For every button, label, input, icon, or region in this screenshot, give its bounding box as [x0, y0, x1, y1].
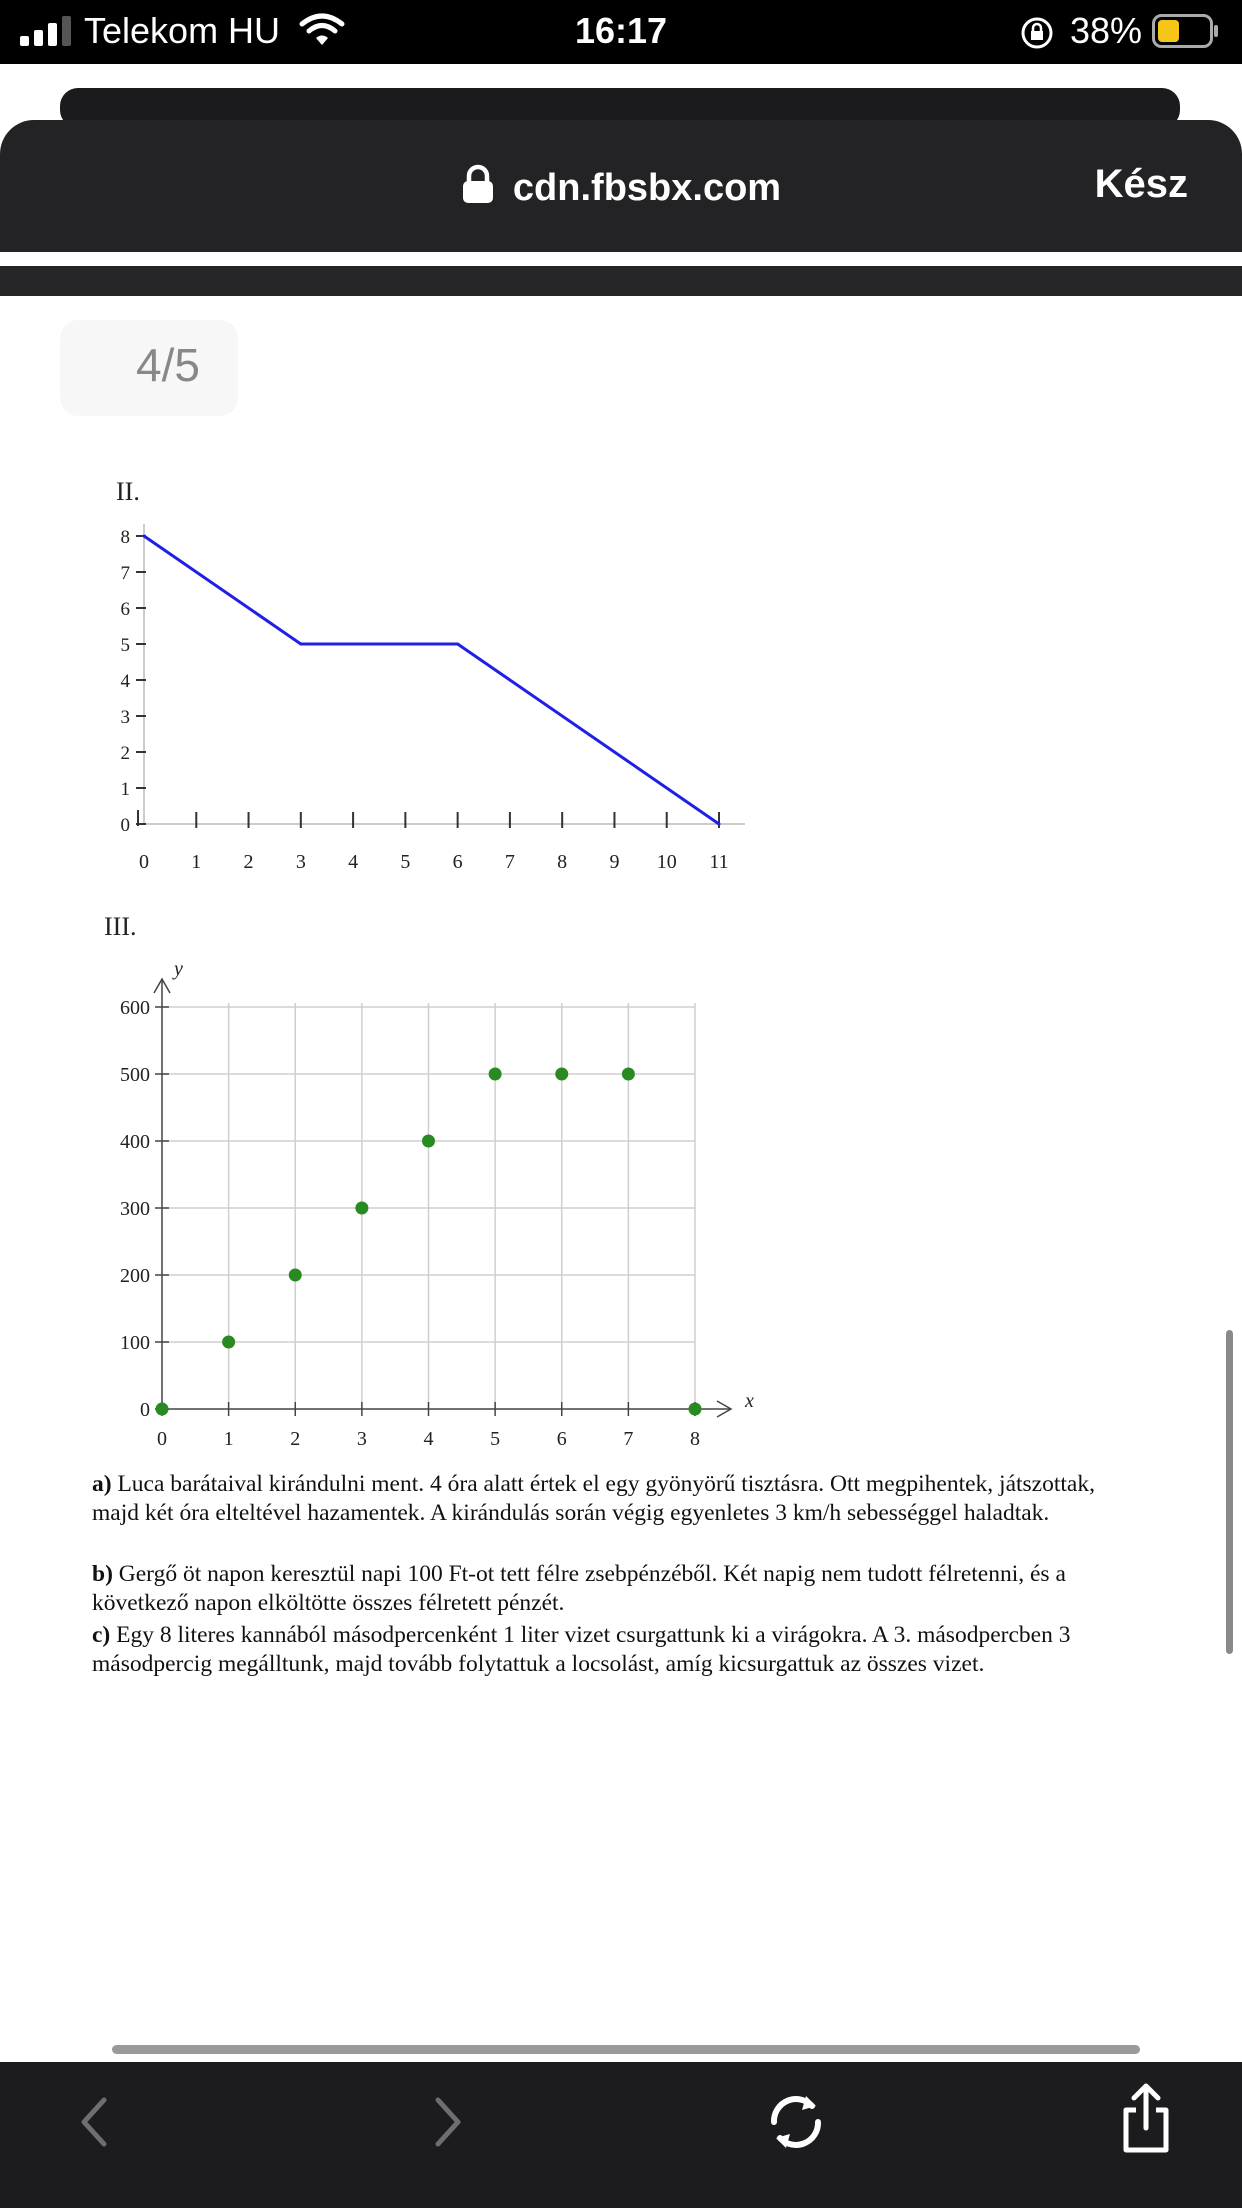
x-tick-label: 0 — [139, 851, 149, 873]
x-axis-label: x — [745, 1390, 754, 1412]
x-tick-label: 7 — [623, 1428, 634, 1450]
done-button[interactable]: Kész — [1094, 162, 1188, 206]
x-tick-label: 4 — [348, 851, 359, 873]
task-c — [92, 1621, 1116, 1679]
y-tick-label: 8 — [120, 527, 130, 548]
y-tick-label: 0 — [140, 1399, 150, 1421]
page-counter-text: 4/5 — [136, 339, 200, 391]
chart-II — [80, 470, 780, 873]
y-tick-label: 2 — [120, 743, 130, 764]
data-point — [718, 823, 721, 826]
y-tick-label: 0 — [120, 815, 130, 836]
task-b — [92, 1560, 1116, 1618]
task-c-label: c) — [92, 1622, 111, 1648]
chart-title: III. — [104, 912, 137, 941]
x-tick-label: 8 — [557, 851, 568, 873]
data-point — [299, 643, 302, 646]
chart-title: II. — [116, 477, 140, 506]
y-axis-label: y — [174, 958, 183, 980]
lock-icon — [461, 164, 495, 204]
y-tick-label: 5 — [120, 635, 130, 656]
x-tick-label: 6 — [556, 1428, 567, 1450]
x-tick-label: 3 — [295, 851, 306, 873]
task-b-label: b) — [92, 1561, 113, 1587]
horizontal-scrollbar[interactable] — [112, 2045, 1140, 2054]
x-tick-label: 3 — [356, 1428, 367, 1450]
battery-icon — [1152, 14, 1220, 48]
x-tick-label: 8 — [690, 1428, 700, 1450]
data-point — [289, 1269, 302, 1282]
data-point — [689, 1403, 702, 1416]
y-tick-label: 100 — [120, 1332, 150, 1354]
data-point — [156, 1403, 169, 1416]
vertical-scrollbar[interactable] — [1226, 1330, 1233, 1654]
back-icon[interactable] — [74, 2092, 114, 2152]
data-line — [144, 536, 719, 824]
data-point — [489, 1068, 502, 1081]
task-c-text: Egy 8 literes kannából másodpercenként 1 liter vizet csurgattunk ki a virágokra. A 3. másodpercben 3 másodpercig megálltunk, majd tovább folytattuk a locsolást, amíg kicsurgattuk az összes vizet. — [92, 1622, 1071, 1677]
y-tick-label: 400 — [120, 1131, 150, 1153]
battery-percent: 38% — [1070, 10, 1143, 51]
browser-address-bar — [0, 120, 1242, 252]
y-tick-label: 7 — [120, 563, 130, 584]
data-point — [355, 1202, 368, 1215]
x-tick-label: 2 — [290, 1428, 301, 1450]
task-a — [92, 1470, 1116, 1528]
x-tick-label: 5 — [400, 851, 411, 873]
browser-toolbar — [0, 2062, 1242, 2208]
x-tick-label: 6 — [452, 851, 463, 873]
x-tick-label: 7 — [504, 851, 515, 873]
carrier-name: Telekom HU — [84, 10, 281, 51]
chart-III — [80, 905, 800, 1450]
reload-icon[interactable] — [762, 2088, 830, 2156]
data-point — [222, 1336, 235, 1349]
url-display[interactable] — [0, 164, 1242, 210]
data-point — [143, 535, 146, 538]
status-bar — [0, 0, 1242, 64]
data-point — [622, 1068, 635, 1081]
forward-icon[interactable] — [428, 2092, 468, 2152]
task-a-label: a) — [92, 1471, 112, 1497]
share-icon[interactable] — [1118, 2082, 1174, 2156]
x-tick-label: 10 — [656, 851, 677, 873]
data-point — [456, 643, 459, 646]
orientation-lock-icon — [1020, 16, 1054, 50]
y-tick-label: 600 — [120, 997, 150, 1019]
divider — [0, 252, 1242, 266]
clock: 16:17 — [574, 10, 668, 51]
y-tick-label: 3 — [120, 707, 130, 728]
x-tick-label: 9 — [609, 851, 620, 873]
task-b-text: Gergő öt napon keresztül napi 100 Ft-ot tett félre zsebpénzéből. Két napig nem tudott félretenni, és a következő napon elköltötte összes félretett pénzét. — [92, 1561, 1066, 1616]
y-tick-label: 6 — [120, 599, 130, 620]
y-tick-label: 4 — [120, 671, 130, 692]
page-counter — [60, 320, 238, 416]
task-a-text: Luca barátaival kirándulni ment. 4 óra alatt értek el egy gyönyörű tisztásra. Ott megpihentek, játszottak, majd két óra elteltével hazamentek. A kirándulás során végig egyenletes 3 km/h sebességgel haladtak. — [92, 1471, 1095, 1526]
y-tick-label: 1 — [120, 779, 130, 800]
x-tick-label: 5 — [490, 1428, 501, 1450]
x-tick-label: 2 — [243, 851, 254, 873]
data-point — [422, 1135, 435, 1148]
x-tick-label: 1 — [223, 1428, 234, 1450]
x-tick-label: 0 — [157, 1428, 167, 1450]
divider — [0, 266, 1242, 296]
url-text: cdn.fbsbx.com — [512, 167, 782, 209]
x-tick-label: 1 — [191, 851, 202, 873]
x-tick-label: 4 — [423, 1428, 434, 1450]
x-tick-label: 11 — [709, 851, 729, 873]
y-tick-label: 500 — [120, 1064, 150, 1086]
data-point — [555, 1068, 568, 1081]
y-tick-label: 200 — [120, 1265, 150, 1287]
y-tick-label: 300 — [120, 1198, 150, 1220]
